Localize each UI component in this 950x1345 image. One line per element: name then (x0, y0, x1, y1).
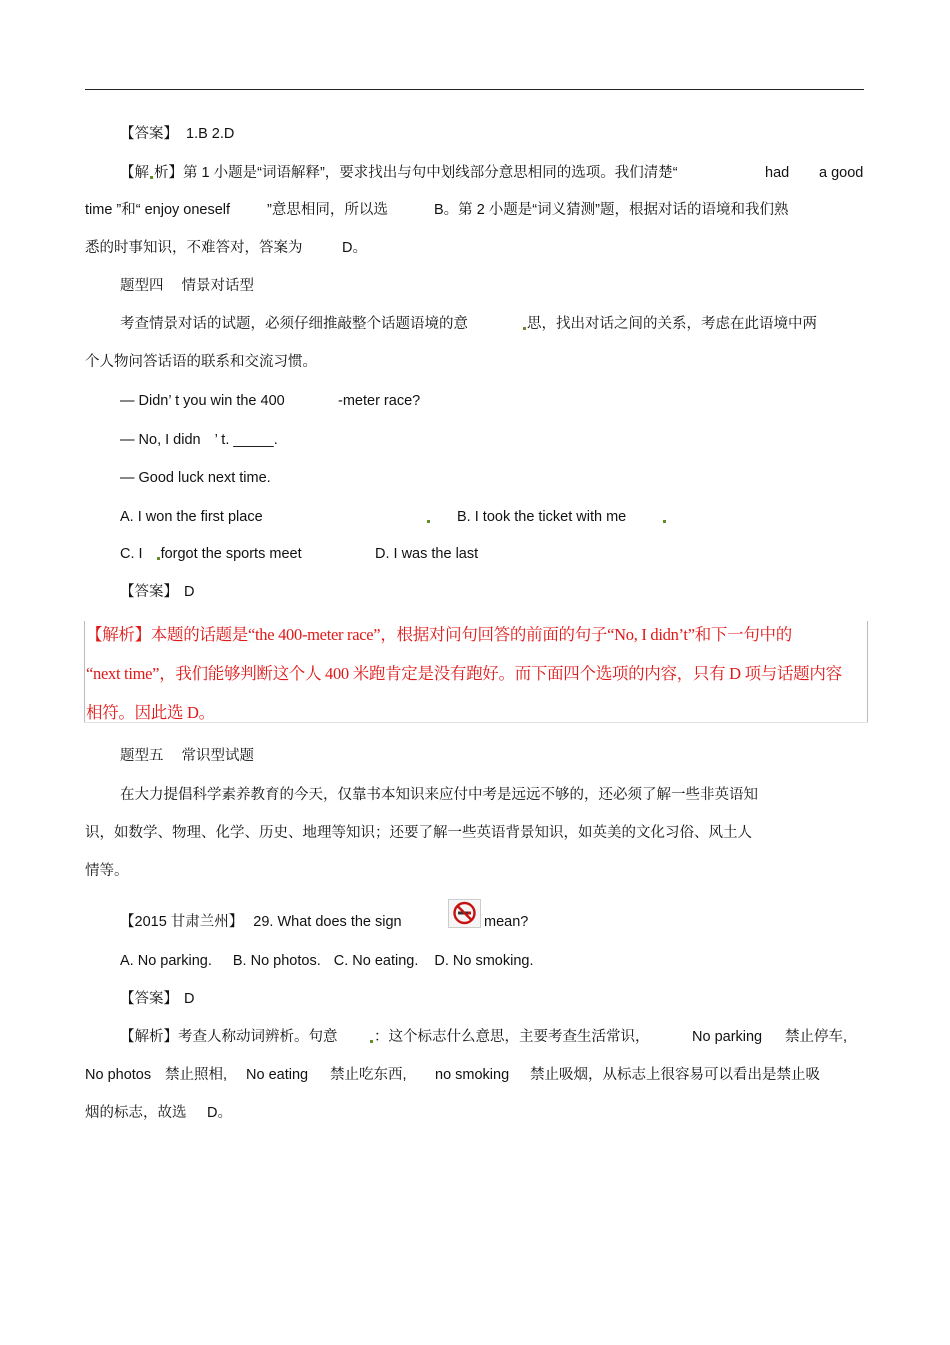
analysis-29-word: 禁止停车, (785, 1029, 848, 1045)
answer-label: 【答案】 (120, 991, 178, 1007)
intro-5-line-2: 识，如数学、物理、化学、历史、地理等知识；还要了解一些英语背景知识，如英美的文化习俗、风土人 (85, 825, 752, 841)
options-29 (120, 951, 534, 971)
analysis-1-line-2b: ”意思相同，所以选 (267, 202, 388, 218)
analysis-29-line-2f: 禁止吸烟，从标志上很容易可以看出是禁止吸 (530, 1067, 820, 1083)
option-a: A. I won the first place (120, 509, 263, 525)
question-text: 29. What does the sign (253, 914, 402, 930)
intro-5-line-1: 在大力提倡科学素养教育的今天，仅靠书本知识来应付中考是远远不够的，还必须了解一些非英语知 (120, 787, 758, 803)
intro-4-line-1: 考查情景对话的试题，必须仔细推敲整个话题语境的意 (120, 316, 468, 332)
option-a: A. No parking. (120, 953, 212, 969)
mark-dot (523, 327, 526, 330)
section-5-title (120, 746, 254, 766)
analysis-29-line-3: 烟的标志，故选 (85, 1105, 187, 1121)
option-c (120, 544, 302, 564)
answer-line-4 (120, 582, 194, 602)
analysis-29-line-2e: no smoking (435, 1067, 510, 1083)
option-text: C. I (120, 546, 143, 562)
mark-dot (157, 557, 160, 560)
mark-dot (370, 1040, 373, 1043)
dialog-text: — No, I didn (120, 432, 201, 448)
analysis-29-line-1: 【解析】考查人称动词辨析。句意 (120, 1029, 338, 1045)
option-c: C. No eating. (333, 953, 419, 969)
analysis-text: 【解 (120, 165, 149, 181)
red-analysis-line-1: 【解析】本题的话题是“the 400-meter race”，根据对问句回答的前面的句子“No, I didn’t”和下一句中的 (86, 625, 792, 644)
analysis-text: ：这个标志什么意思，主要考查生活常识， (374, 1029, 650, 1045)
answer-value: D (184, 991, 195, 1007)
analysis-29-line-1b (369, 1027, 650, 1047)
analysis-29-line-2d: 禁止吃东西, (330, 1067, 407, 1083)
dialog-line-3: — Good luck next time. (120, 470, 271, 486)
header-rule (85, 89, 864, 90)
analysis-1-word: had (765, 165, 790, 181)
no-smoking-svg (449, 900, 480, 927)
option-b: B. I took the ticket with me (457, 509, 627, 525)
section-name: 常识型试题 (181, 748, 254, 764)
analysis-29-line-2a: No photos (85, 1067, 152, 1083)
analysis-1-line-3: 悉的时事知识，不难答对，答案为 (85, 240, 303, 256)
answer-label: 【答案】 (120, 126, 178, 142)
dialog-text: ’ t you win the 400 (168, 393, 285, 409)
question-29 (120, 912, 402, 932)
analysis-29-line-3b: D。 (207, 1105, 232, 1121)
answer-value: 1.B 2.D (186, 126, 235, 142)
analysis-1-line-3b: D。 (342, 240, 367, 256)
analysis-1-line-2: time ”和“ enjoy oneself (85, 202, 231, 218)
mark-dot-wrap (426, 507, 431, 527)
analysis-29-line-2b: 禁止照相, (165, 1067, 228, 1083)
option-b: B. No photos. (232, 953, 321, 969)
analysis-text: 析】第 1 小题是“词语解释”，要求找出与句中划线部分意思相同的选项。我们清楚“ (154, 165, 678, 181)
answer-value: D (184, 584, 195, 600)
analysis-1-line-1 (120, 163, 678, 183)
intro-4-line-1b (522, 314, 817, 334)
no-smoking-sign-icon (448, 899, 481, 928)
section-4-title (120, 276, 254, 296)
section-number: 题型五 (120, 748, 164, 764)
red-analysis-line-3: 相符。因此选 D。 (86, 703, 215, 722)
answer-label: 【答案】 (120, 584, 178, 600)
dialog-line-1 (120, 391, 285, 411)
question-source: 【2015 甘肃兰州】 (120, 914, 244, 930)
mark-dot-wrap (662, 507, 667, 527)
intro-5-line-3: 情等。 (85, 863, 129, 879)
analysis-1-word: a good (819, 165, 864, 181)
analysis-29-line-2c: No eating (246, 1067, 309, 1083)
mark-dot (150, 176, 153, 179)
answer-line-1 (120, 124, 234, 144)
intro-4-line-2: 个人物问答话语的联系和交流习惯。 (85, 354, 317, 370)
section-number: 题型四 (120, 278, 164, 294)
question-29-end: mean? (484, 914, 529, 930)
option-text: forgot the sports meet (160, 546, 302, 562)
red-analysis-line-2: “next time”，我们能够判断这个人 400 米跑肯定是没有跑好。而下面四个选项的内容，只有 D 项与话题内容 (86, 664, 842, 683)
analysis-1-line-2c: B。第 2 小题是“词义猜测”题，根据对话的语境和我们熟 (434, 202, 789, 218)
dialog-line-1c: -meter race? (338, 393, 421, 409)
dialog-text: ’ t. _____. (214, 432, 278, 448)
mark-dot (663, 520, 666, 523)
analysis-29-word: No parking (692, 1029, 763, 1045)
option-d: D. No smoking. (434, 953, 534, 969)
intro-text: 思，找出对话之间的关系，考虑在此语境中两 (527, 316, 817, 332)
dialog-line-2 (120, 430, 278, 450)
answer-line-29 (120, 989, 194, 1009)
section-name: 情景对话型 (181, 278, 254, 294)
mark-dot (427, 520, 430, 523)
dialog-text: — Didn (120, 393, 169, 409)
option-d: D. I was the last (375, 546, 479, 562)
